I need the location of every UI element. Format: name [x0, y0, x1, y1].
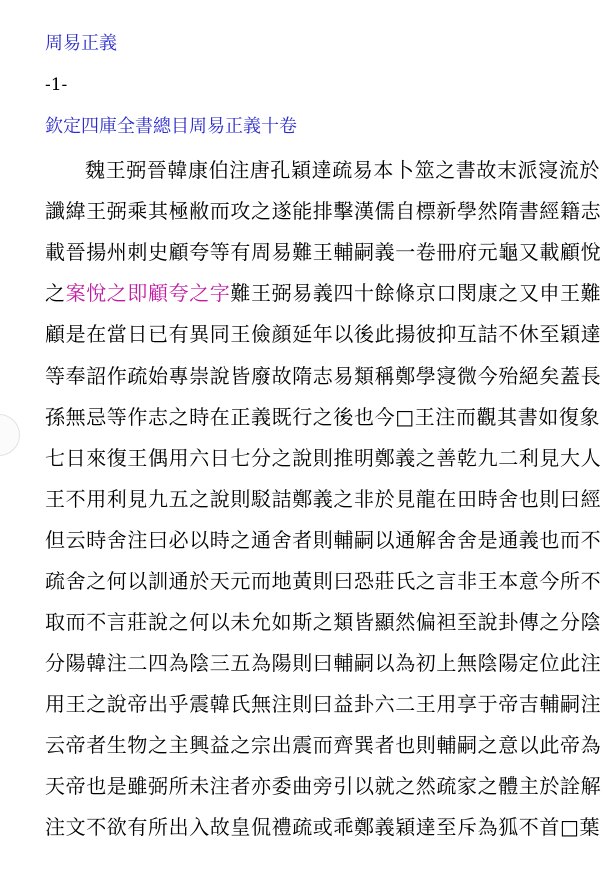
body-line-9: 王不用利見九五之說則駁詰鄭義之非於見龍在田時舍也則曰經: [45, 487, 602, 511]
body-line-10: 但云時舍注曰必以時之通舍者則輔嗣以通解舍舍是通義也而不: [45, 528, 602, 552]
body-line-4: [45, 280, 601, 306]
section-heading: 欽定四庫全書總目周易正義十卷: [45, 116, 297, 137]
body-line-2: 讖緯王弼乘其極敝而攻之遂能排擊漢儒自標新學然隋書經籍志: [45, 199, 602, 223]
body-line-1: 魏王弼晉韓康伯注唐孔穎達疏易本卜筮之書故末派寖流於: [85, 158, 600, 182]
document-title: 周易正義: [45, 33, 117, 54]
line-4-prefix: 之: [45, 281, 66, 305]
annotation-note: 案悅之即顧夸之字: [65, 281, 231, 305]
side-scroll-handle[interactable]: [0, 414, 20, 456]
body-line-3: 載晉揚州刺史顧夸等有周易難王輔嗣義一卷冊府元龜又載顧悅: [45, 240, 602, 264]
body-line-14: 用王之說帝出乎震韓氏無注則曰益卦六二王用享于帝吉輔嗣注: [45, 692, 602, 716]
body-line-13: 分陽韓注二四為陰三五為陽則曰輔嗣以為初上無陰陽定位此注: [45, 651, 602, 675]
body-line-6: 等奉詔作疏始專崇說皆廢故隋志易類稱鄭學寖微今殆絕矣蓋長: [45, 364, 602, 388]
body-line-15: 云帝者生物之主興益之宗出震而齊巽者也則輔嗣之意以此帝為: [45, 733, 602, 757]
body-line-11: 疏舍之何以訓通於天元而地黃則曰恐莊氏之言非王本意今所不: [45, 569, 602, 593]
body-line-16: 天帝也是雖弼所未注者亦委曲旁引以就之然疏家之體主於詮解: [45, 774, 602, 798]
body-line-5: 顧是在當日已有異同王儉顔延年以後此揚彼抑互詰不休至穎達: [45, 322, 602, 346]
body-line-8: 七日來復王偶用六日七分之說則推明鄭義之善乾九二利見大人: [45, 446, 602, 470]
page-number: -1-: [45, 75, 68, 95]
body-line-7: 孫無忌等作志之時在正義既行之後也今□王注而觀其書如復象: [45, 405, 601, 429]
body-line-12: 取而不言莊說之何以未允如斯之類皆顯然偏袒至說卦傳之分陰: [45, 610, 602, 634]
line-4-suffix: 難王弼易義四十餘條京口閔康之又申王難: [230, 281, 602, 305]
body-line-17: 注文不欲有所出入故皇侃禮疏或乖鄭義穎達至斥為狐不首□葉: [45, 815, 601, 839]
